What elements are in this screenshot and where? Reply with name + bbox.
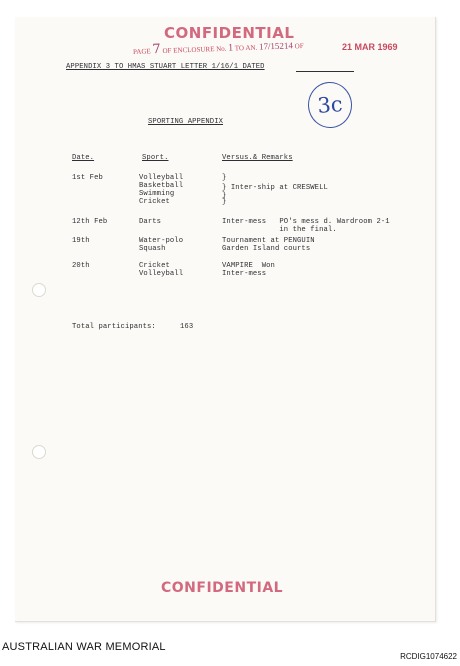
handwritten-circled-number: 3c	[306, 81, 353, 130]
row-remark: } Inter-ship at CRESWELL	[222, 184, 328, 192]
row-sport: Darts	[139, 218, 162, 226]
row-date: 12th Feb	[72, 218, 108, 226]
row-date: 20th	[72, 262, 90, 270]
enclosure-number: 1	[227, 42, 234, 54]
total-label: Total participants:	[72, 323, 156, 331]
page-number: 7	[152, 42, 161, 58]
header-remarks: Versus.& Remarks	[222, 154, 293, 162]
row-remark: Inter-mess	[222, 270, 267, 278]
enclosure-text: OF ENCLOSURE No.	[162, 44, 227, 55]
punch-hole	[32, 445, 46, 459]
document-page	[15, 17, 436, 622]
row-remark: VAMPIRE Won	[222, 262, 275, 270]
total-value: 163	[180, 323, 194, 331]
file-number: 17/15214	[258, 40, 294, 52]
institution-name: AUSTRALIAN WAR MEMORIAL	[2, 641, 166, 653]
confidential-stamp-bottom: CONFIDENTIAL	[161, 580, 284, 596]
row-sport: Squash	[139, 245, 166, 253]
section-title: SPORTING APPENDIX	[148, 118, 224, 126]
row-sport: Volleyball	[139, 174, 184, 182]
appendix-title: APPENDIX 3 TO HMAS STUART LETTER 1/16/1 DATED	[66, 63, 265, 71]
row-sport: Water-polo	[139, 237, 184, 245]
row-sport: Volleyball	[139, 270, 184, 278]
row-sport: Cricket	[139, 262, 170, 270]
row-date: 1st Feb	[72, 174, 103, 182]
row-remark: }	[222, 192, 227, 200]
row-sport: Cricket	[139, 198, 170, 206]
row-remark: Inter-mess PO's mess d. Wardroom 2-1	[222, 218, 390, 226]
header-sport: Sport.	[142, 154, 169, 162]
row-remark: Garden Island courts	[222, 245, 311, 253]
of-text: OF	[294, 42, 304, 51]
row-date: 19th	[72, 237, 90, 245]
header-date: Date.	[72, 154, 95, 162]
row-sport: Basketball	[139, 182, 184, 190]
row-sport: Swimming	[139, 190, 175, 198]
page-prefix: PAGE	[132, 47, 151, 56]
row-remark: }	[222, 174, 227, 182]
date-blank-line	[296, 71, 354, 72]
record-id: RCDIG1074622	[400, 652, 457, 661]
confidential-stamp-top: CONFIDENTIAL	[164, 24, 295, 42]
row-remark: }	[222, 198, 227, 206]
row-remark: Tournament at PENGUIN	[222, 237, 315, 245]
row-remark: in the final.	[222, 226, 337, 234]
punch-hole	[32, 283, 46, 297]
date-stamp: 21 MAR 1969	[342, 42, 398, 52]
file-text: TO AN.	[234, 43, 258, 53]
